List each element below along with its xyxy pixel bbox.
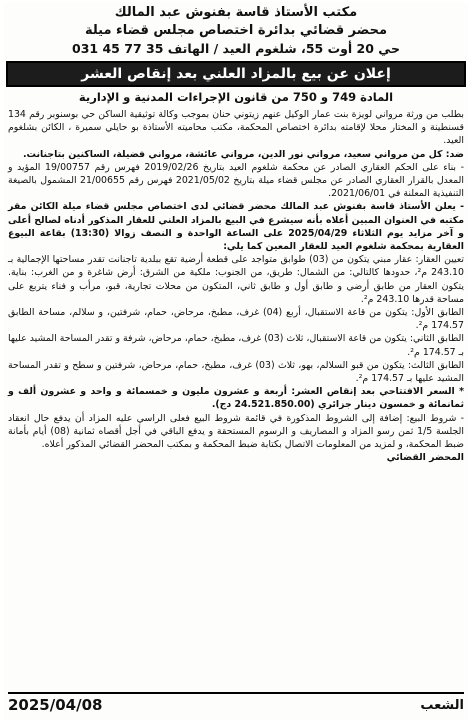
legal-basis: المادة 749 و 750 من قانون الإجراءات المدنية و الإدارية [78,90,394,104]
paragraph-judgment: - بناء على الحكم العقاري الصادر عن محكمة شلغوم العيد بتاريخ 2019/02/26 فهرس رقم 19/00757 المؤيد و المعدل بالقرار العقاري الصادر عن مجلس قضاء ميلة بتاريخ 2021/05/02 فهرس رقم 21/00655 المشمول بالصيغة التنفيذية المعلنة في 2021/06/01. [8,161,465,200]
banner-text: إعلان عن بيع بالمزاد العلني بعد إنقاص العشر [81,66,391,82]
paragraph-announcement: - يعلن الأستاذ قاسة بفنوش عبد المالك محضر قضائي لدى اختصاص مجلس قضاء ميلة الكائن مقر مكتبه في العنوان المبين أعلاه بأنه سيشرع في البيع بالمزاد العلني للعقار المذكور أدناه لصالح أعلى و آخر مزايد يوم الثلاثاء 2025/04/29 على الساعة الواحدة و النصف زوالا (13:30) بقاعة البيوع العقارية بمحكمة شلغوم العيد للعقار المعين كما يلي: [8,201,465,253]
notice-header [4,2,468,58]
signature: المحضر القضائي [386,452,464,464]
paragraph-price: * السعر الافتتاحي بعد إنقاص العشر: أربعة و عشرون مليون و خمسمائة و واحد و عشرون ألف و ثمانمائة و خمسون دينار جزائري (24.521.850.00 دج). [8,386,464,411]
paragraph-defendants: ضد: كل من مرواني سعيد، مرواني نور الدين، مرواني عائشة، مرواني فضيلة، الساكنين بتاجنانت. [22,148,464,160]
notice-footer [8,692,464,716]
notice-banner [6,61,466,87]
legal-notice [4,2,468,720]
notice-body [8,108,464,464]
paragraph-requester: بطلب من ورثة مرواني لويزة بنت عمار الوكيل عنهم زيتوني حنان بموجب وكالة توثيقية الساكن حي بوسنوبر رقم 134 قسنطينة و المختار محلا لإقامته بدائرة اختصاص المحكمة، مكتب محاميته الأستاذة بو حايلي سميرة ، الكائن بشلغوم العيد. [8,109,464,147]
paragraph-conditions: - شروط البيع: إضافة إلى الشروط المذكورة في قائمة شروط البيع فعلى الراسي عليه المزاد أن يدفع حال انعقاد الجلسة 1/5 ثمن رسو المزاد و المصاريف و الرسوم المستحقة و يدفع الباقي في أجل أقصاه ثمانية (08) أيام بأمانة ضبط المحكمة، و لمزيد من المعلومات الاتصال بكتابة ضبط المحكمة و بمكتب المحضر القضائي المذكور أعلاه. [8,412,464,451]
office-title: محضر قضائي بدائرة اختصاص مجلس قضاء ميلة [84,23,387,38]
office-name: مكتب الأستاذ قاسة بفنوش عبد المالك [114,5,358,20]
office-address: حي 20 أوت 55، شلغوم العيد / الهاتف 35 77 45 031 [72,41,400,56]
paragraph-floor-1: الطابق الأول: يتكون من قاعة الاستقبال، أربع (04) غرف، مطبخ، مرحاض، حمام، شرفتين، و سلالم، مساحة الطابق 174.57 م². [8,307,464,332]
paragraph-property: تعيين العقار: عقار مبني يتكون من (03) طوابق متواجد على قطعة أرضية تقع ببلدية تاجنانت تقدر مساحتها الإجمالية بـ 243.10 م²، حدودها كالتالي: من الشمال: طريق، من الجنوب: ملكية من الشرق: أرض شاغرة و من الغرب: بناية. يتكون العقار من طابق أرضي و طابق أول و طابق ثاني، المتكون من محلات تجارية، قبو، مرأب و فناء يتربع على مساحة قدرها 243.10 م². [8,254,464,305]
publication-name: الشعب [420,697,464,713]
publication-date: 2025/04/08 [8,696,103,714]
paragraph-floor-2: الطابق الثاني: يتكون من قاعة الاستقبال، ثلاث (03) غرف، مطبخ، حمام، مرحاض، شرفة و تقدر المساحة المشيد عليها بـ 174.57 م². [8,333,464,358]
paragraph-floor-3: الطابق الثالث: يتكون من قبو السلالم، بهو، ثلاث (03) غرف، مطبخ، حمام، مرحاض، شرفتين و سطح و تقدر المساحة المشيد عليها بـ 174.57 م². [8,359,464,385]
